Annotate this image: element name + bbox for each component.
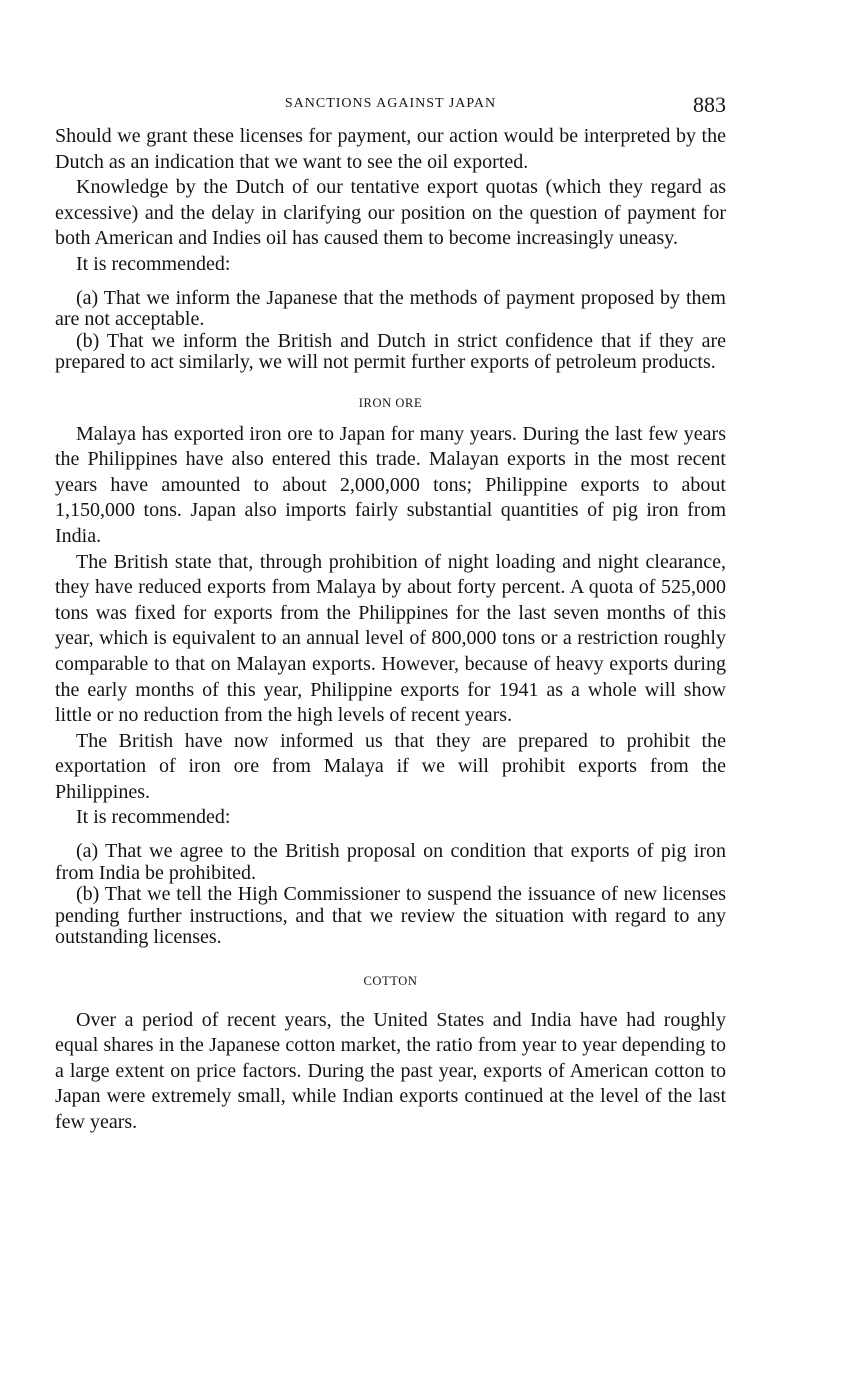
running-title: SANCTIONS AGAINST JAPAN	[284, 96, 497, 111]
paragraph: It is recommended:	[76, 252, 231, 275]
paragraph: The British state that, through prohibition of night loading and night clearance, they have reduced exports from Malaya by about forty percent. A quota of 525,000 tons was fixed for exports from the Philippines for the last seven months of this year, which is equivalent to an annual level of 800,000 tons or a restriction roughly comparable to that on Malayan exports. However, because of heavy exports during the early months of this year, Philippine exports for 1941 as a whole will show little or no reduction from the high levels of recent years.	[55, 550, 726, 727]
page-header	[55, 92, 726, 124]
document-page	[55, 92, 726, 1136]
section-heading-iron-ore: IRON ORE	[358, 395, 423, 410]
recommendation-item: (a) That we inform the Japanese that the methods of payment proposed by them are not acceptable.	[55, 286, 726, 331]
recommendation-item: (b) That we inform the British and Dutch in strict confidence that if they are prepared to act similarly, we will not permit further exports of petroleum products.	[55, 329, 726, 374]
page-number: 883	[693, 92, 726, 117]
recommendation-item: (a) That we agree to the British proposal on condition that exports of pig iron from India be prohibited.	[55, 840, 726, 884]
recommendation-item: (b) That we tell the High Commissioner to suspend the issuance of new licenses pending further instructions, and that we review the situation with regard to any outstanding licenses.	[55, 883, 726, 949]
paragraph: It is recommended:	[76, 806, 231, 829]
paragraph: Malaya has exported iron ore to Japan for many years. During the last few years the Philippines have also entered this trade. Malayan exports in the most recent years have amounted to about 2,000,000 tons; Philippine exports to about 1,150,000 tons. Japan also imports fairly substantial quantities of pig iron from India.	[55, 422, 726, 547]
paragraph: Should we grant these licenses for payment, our action would be interpreted by the Dutch as an indication that we want to see the oil exported.	[55, 125, 726, 173]
paragraph: The British have now informed us that they are prepared to prohibit the exportation of iron ore from Malaya if we will prohibit exports from the Philippines.	[55, 729, 726, 803]
paragraph: Over a period of recent years, the United States and India have had roughly equal shares in the Japanese cotton market, the ratio from year to year depending to a large extent on price factors. During the past year, exports of American cotton to Japan were extremely small, while Indian exports continued at the level of the last few years.	[55, 1008, 726, 1133]
section-heading-cotton: COTTON	[363, 973, 418, 988]
paragraph: Knowledge by the Dutch of our tentative export quotas (which they regard as excessive) and the delay in clarifying our position on the question of payment for both American and Indies oil has caused them to become increasingly uneasy.	[55, 176, 726, 250]
